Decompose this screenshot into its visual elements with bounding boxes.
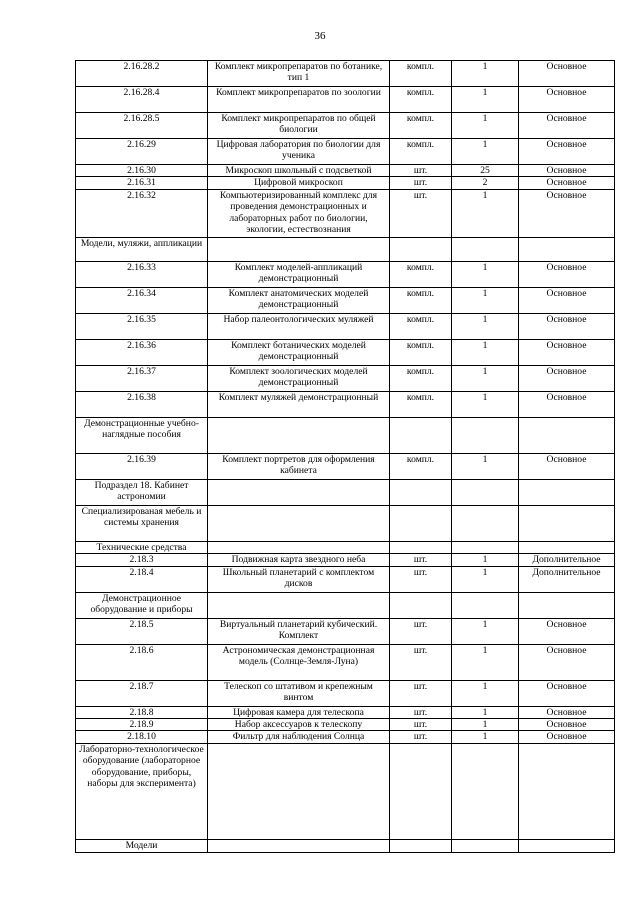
cell-item-name: Виртуальный планетарий кубический. Комплект [208, 618, 390, 644]
cell-quantity [452, 541, 519, 553]
cell-item-code: 2.16.37 [76, 365, 208, 391]
cell-item-code: 2.16.33 [76, 261, 208, 287]
cell-category [519, 237, 615, 261]
cell-category: Основное [519, 680, 615, 706]
table-row [76, 731, 615, 743]
cell-item-code: 2.16.35 [76, 313, 208, 339]
cell-quantity: 1 [452, 554, 519, 566]
cell-unit: шт. [390, 731, 452, 743]
cell-item-name: Школьный планетарий с комплектом дисков [208, 566, 390, 592]
cell-item-code: 2.16.30 [76, 165, 208, 177]
cell-quantity: 1 [452, 719, 519, 731]
cell-quantity: 1 [452, 566, 519, 592]
cell-item-name: Комплект микропрепаратов по общей биологии [208, 113, 390, 139]
cell-item-code: 2.16.28.4 [76, 87, 208, 113]
cell-item-name: Цифровая камера для телескопа [208, 706, 390, 718]
cell-category: Основное [519, 189, 615, 237]
cell-unit: шт. [390, 680, 452, 706]
cell-item-name: Набор палеонтологических муляжей [208, 313, 390, 339]
cell-quantity [452, 417, 519, 453]
table-row [76, 261, 615, 287]
cell-item-name [208, 417, 390, 453]
cell-category [519, 743, 615, 839]
cell-category: Основное [519, 453, 615, 479]
table-row [76, 87, 615, 113]
cell-unit: шт. [390, 719, 452, 731]
cell-item-code: 2.16.29 [76, 139, 208, 165]
cell-item-code: Демонстрационное оборудование и приборы [76, 592, 208, 618]
cell-category [519, 592, 615, 618]
cell-category: Основное [519, 87, 615, 113]
cell-item-code: 2.16.36 [76, 339, 208, 365]
cell-unit: компл. [390, 287, 452, 313]
cell-item-code: 2.16.32 [76, 189, 208, 237]
cell-category: Основное [519, 139, 615, 165]
cell-item-code: 2.16.39 [76, 453, 208, 479]
cell-quantity: 1 [452, 339, 519, 365]
cell-item-code: Специализированая мебель и системы хранения [76, 505, 208, 541]
cell-unit: компл. [390, 261, 452, 287]
cell-unit [390, 505, 452, 541]
cell-item-name [208, 839, 390, 852]
table-row [76, 680, 615, 706]
cell-category: Основное [519, 177, 615, 189]
table-row [76, 541, 615, 553]
cell-quantity: 1 [452, 139, 519, 165]
cell-unit: шт. [390, 566, 452, 592]
cell-item-code: Модели [76, 839, 208, 852]
equipment-table [75, 60, 615, 853]
cell-unit: компл. [390, 313, 452, 339]
cell-category: Основное [519, 719, 615, 731]
table-row [76, 453, 615, 479]
table-row [76, 417, 615, 453]
table-row [76, 554, 615, 566]
cell-item-name: Цифровой микроскоп [208, 177, 390, 189]
cell-category: Основное [519, 706, 615, 718]
cell-item-name: Астрономическая демонстрационная модель (Солнце-Земля-Луна) [208, 644, 390, 680]
cell-quantity [452, 592, 519, 618]
cell-item-name: Комплект моделей-аппликаций демонстрационный [208, 261, 390, 287]
cell-item-name [208, 479, 390, 505]
cell-item-name [208, 743, 390, 839]
cell-item-code: 2.18.10 [76, 731, 208, 743]
cell-quantity [452, 237, 519, 261]
cell-item-name [208, 541, 390, 553]
cell-item-code: 2.18.8 [76, 706, 208, 718]
cell-item-name [208, 505, 390, 541]
table-row [76, 237, 615, 261]
cell-unit [390, 541, 452, 553]
table-row [76, 706, 615, 718]
cell-category: Основное [519, 261, 615, 287]
cell-unit [390, 743, 452, 839]
table-row [76, 505, 615, 541]
cell-item-name: Комплект микропрепаратов по ботанике, тип 1 [208, 61, 390, 87]
cell-quantity: 1 [452, 453, 519, 479]
cell-item-name: Цифровая лаборатория по биологии для ученика [208, 139, 390, 165]
cell-quantity: 1 [452, 61, 519, 87]
cell-item-code: Демонстрационные учебно-наглядные пособия [76, 417, 208, 453]
cell-item-name: Набор аксессуаров к телескопу [208, 719, 390, 731]
cell-item-name: Комплект ботанических моделей демонстрационный [208, 339, 390, 365]
cell-category: Основное [519, 731, 615, 743]
cell-unit [390, 839, 452, 852]
cell-quantity: 1 [452, 618, 519, 644]
cell-quantity: 1 [452, 287, 519, 313]
page-number: 36 [314, 30, 326, 42]
cell-item-code: 2.18.4 [76, 566, 208, 592]
table-row [76, 365, 615, 391]
cell-quantity [452, 839, 519, 852]
cell-category: Основное [519, 287, 615, 313]
cell-quantity: 1 [452, 189, 519, 237]
cell-item-code: 2.18.7 [76, 680, 208, 706]
cell-unit: компл. [390, 365, 452, 391]
cell-category: Основное [519, 644, 615, 680]
cell-quantity [452, 505, 519, 541]
cell-unit: компл. [390, 61, 452, 87]
table-row [76, 113, 615, 139]
cell-item-code: 2.18.3 [76, 554, 208, 566]
table-row [76, 618, 615, 644]
cell-quantity: 25 [452, 165, 519, 177]
cell-item-code: Технические средства [76, 541, 208, 553]
table-row [76, 644, 615, 680]
cell-item-name: Микроскоп школьный с подсветкой [208, 165, 390, 177]
cell-category: Основное [519, 618, 615, 644]
cell-item-code: Модели, муляжи, аппликации [76, 237, 208, 261]
cell-unit: компл. [390, 339, 452, 365]
cell-quantity: 1 [452, 706, 519, 718]
cell-item-name: Комплект микропрепаратов по зоологии [208, 87, 390, 113]
cell-item-name: Комплект муляжей демонстрационный [208, 391, 390, 417]
table-row [76, 566, 615, 592]
cell-unit: компл. [390, 87, 452, 113]
cell-unit: компл. [390, 139, 452, 165]
table-row [76, 165, 615, 177]
table-row [76, 719, 615, 731]
table-row [76, 139, 615, 165]
cell-item-code: 2.18.9 [76, 719, 208, 731]
cell-category: Дополнительное [519, 566, 615, 592]
cell-quantity: 1 [452, 391, 519, 417]
cell-item-code: Подраздел 18. Кабинет астрономии [76, 479, 208, 505]
cell-category [519, 541, 615, 553]
cell-category [519, 417, 615, 453]
table-row [76, 177, 615, 189]
cell-category: Основное [519, 61, 615, 87]
table-row [76, 339, 615, 365]
cell-quantity: 1 [452, 365, 519, 391]
cell-quantity [452, 479, 519, 505]
cell-unit: шт. [390, 554, 452, 566]
cell-unit: шт. [390, 706, 452, 718]
cell-quantity: 1 [452, 261, 519, 287]
cell-unit [390, 237, 452, 261]
cell-unit [390, 479, 452, 505]
cell-item-code: 2.16.38 [76, 391, 208, 417]
cell-item-name: Фильтр для наблюдения Солнца [208, 731, 390, 743]
table-row [76, 479, 615, 505]
cell-quantity: 1 [452, 113, 519, 139]
cell-quantity: 2 [452, 177, 519, 189]
cell-item-name: Комплект портретов для оформления кабинета [208, 453, 390, 479]
cell-item-name: Компьютеризированный комплекс для проведения демонстрационных и лабораторных работ по биологии, экологии, естествознания [208, 189, 390, 237]
cell-category: Основное [519, 339, 615, 365]
cell-item-name [208, 237, 390, 261]
cell-category [519, 505, 615, 541]
table-row [76, 592, 615, 618]
cell-unit: шт. [390, 618, 452, 644]
cell-unit: шт. [390, 644, 452, 680]
cell-item-code: 2.16.28.5 [76, 113, 208, 139]
cell-category: Дополнительное [519, 554, 615, 566]
cell-quantity: 1 [452, 680, 519, 706]
cell-category: Основное [519, 113, 615, 139]
cell-item-name [208, 592, 390, 618]
table-row [76, 189, 615, 237]
cell-unit: шт. [390, 165, 452, 177]
cell-category: Основное [519, 313, 615, 339]
cell-quantity: 1 [452, 87, 519, 113]
cell-item-code: 2.16.34 [76, 287, 208, 313]
cell-item-code: Лабораторно-технологическое оборудование (лабораторное оборудование, приборы, наборы для эксперимента) [76, 743, 208, 839]
cell-unit [390, 592, 452, 618]
cell-category: Основное [519, 365, 615, 391]
cell-unit: шт. [390, 177, 452, 189]
cell-unit: компл. [390, 453, 452, 479]
cell-item-name: Телескоп со штативом и крепежным винтом [208, 680, 390, 706]
cell-unit: шт. [390, 189, 452, 237]
table-row [76, 313, 615, 339]
cell-unit: компл. [390, 113, 452, 139]
table-row [76, 287, 615, 313]
cell-item-name: Комплект анатомических моделей демонстрационный [208, 287, 390, 313]
cell-item-name: Подвижная карта звездного неба [208, 554, 390, 566]
cell-category: Основное [519, 165, 615, 177]
table-row [76, 391, 615, 417]
cell-quantity: 1 [452, 313, 519, 339]
cell-category: Основное [519, 391, 615, 417]
cell-category [519, 479, 615, 505]
cell-unit [390, 417, 452, 453]
cell-quantity [452, 743, 519, 839]
cell-unit: компл. [390, 391, 452, 417]
cell-category [519, 839, 615, 852]
cell-item-code: 2.16.28.2 [76, 61, 208, 87]
cell-item-code: 2.16.31 [76, 177, 208, 189]
table-row [76, 61, 615, 87]
cell-item-code: 2.18.5 [76, 618, 208, 644]
cell-item-code: 2.18.6 [76, 644, 208, 680]
cell-item-name: Комплект зоологических моделей демонстрационный [208, 365, 390, 391]
table-row [76, 743, 615, 839]
table-row [76, 839, 615, 852]
cell-quantity: 1 [452, 644, 519, 680]
cell-quantity: 1 [452, 731, 519, 743]
